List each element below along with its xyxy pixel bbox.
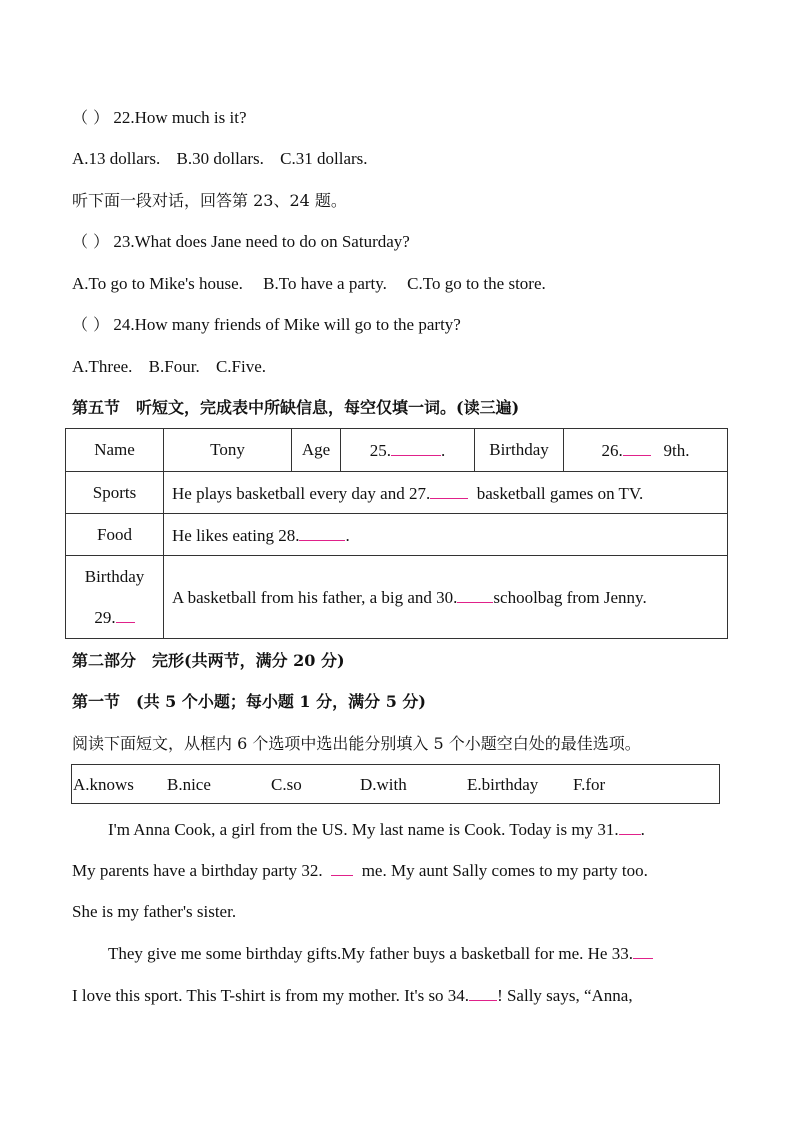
question-24: [72, 314, 461, 336]
question-text: 24.How many friends of Mike will go to the party?: [113, 315, 461, 334]
age-label: Age: [292, 429, 341, 472]
answer-paren: （ ）: [72, 315, 110, 334]
table-row: [66, 556, 728, 639]
option-c: C.To go to the store.: [407, 274, 546, 293]
table-row: [66, 429, 728, 472]
answer-paren: （ ）: [72, 232, 110, 251]
option-b: B.nice: [167, 775, 211, 794]
option-f: F.for: [573, 775, 606, 794]
question-text: 23.What does Jane need to do on Saturday?: [113, 232, 410, 251]
option-a: A.To go to Mike's house.: [72, 274, 243, 293]
passage-line: I'm Anna Cook, a girl from the US. My last name is Cook. Today is my 31. .: [108, 820, 645, 839]
sports-value: He plays basketball every day and 27. basketball games on TV.: [164, 472, 728, 514]
question-22: [72, 107, 247, 129]
question-23: [72, 231, 410, 253]
blank-30: [457, 586, 493, 603]
option-b: B.30 dollars.: [176, 149, 264, 168]
birthday-label: Birthday: [475, 429, 564, 472]
option-a: A.knows: [73, 775, 134, 794]
option-c: C.31 dollars.: [280, 149, 368, 168]
answer-paren: （ ）: [72, 108, 110, 127]
gift-label: Birthday 29.: [66, 556, 164, 639]
option-e: E.birthday: [467, 775, 539, 794]
part-2-instruction: 阅读下面短文，从框内 6 个选项中选出能分别填入 5 个小题空白处的最佳选项。: [72, 734, 641, 753]
gift-value: A basketball from his father, a big and 30. schoolbag from Jenny.: [164, 556, 728, 639]
option-a: A.Three.: [72, 357, 133, 376]
passage-line: My parents have a birthday party 32. me. My aunt Sally comes to my party too.: [72, 861, 648, 880]
option-c: C.so: [271, 775, 302, 794]
name-value: Tony: [164, 429, 292, 472]
blank-31: [619, 818, 641, 835]
option-d: D.with: [360, 775, 407, 794]
info-table: [65, 428, 728, 639]
table-row: [66, 514, 728, 556]
blank-34: [469, 984, 497, 1001]
question-24-options: [72, 356, 266, 378]
option-b: B.Four.: [148, 357, 200, 376]
food-value: He likes eating 28. .: [164, 514, 728, 556]
options-box: [71, 764, 720, 804]
section-5-title: 第五节 听短文，完成表中所缺信息，每空仅填一词。(读三遍): [72, 398, 520, 417]
sports-label: Sports: [66, 472, 164, 514]
age-value: 25. .: [341, 429, 475, 472]
instruction-23-24: 听下面一段对话，回答第 23、24 题。: [72, 191, 347, 210]
food-label: Food: [66, 514, 164, 556]
option-b: B.To have a party.: [263, 274, 387, 293]
option-c: C.Five.: [215, 357, 267, 376]
question-23-options: [72, 273, 546, 295]
passage-line: They give me some birthday gifts.My father buys a basketball for me. He 33.: [72, 942, 724, 965]
question-text: 22.How much is it?: [113, 108, 247, 127]
question-22-options: [72, 148, 368, 170]
blank-32: [331, 859, 353, 876]
part-2-title: 第二部分 完形(共两节，满分 20 分): [72, 651, 345, 670]
blank-27: [430, 482, 468, 499]
passage-line: She is my father's sister.: [72, 902, 237, 921]
blank-33: [633, 942, 653, 959]
part-2-section-1-title: 第一节 (共 5 个小题；每小题 1 分，满分 5 分): [72, 692, 426, 711]
blank-28: [299, 524, 345, 541]
blank-25: [391, 439, 441, 456]
passage-line: I love this sport. This T-shirt is from my mother. It's so 34. ! Sally says, “Anna,: [72, 986, 633, 1005]
table-row: [66, 472, 728, 514]
blank-29: [116, 606, 135, 623]
blank-26: [623, 439, 651, 456]
name-label: Name: [66, 429, 164, 472]
option-a: A.13 dollars.: [72, 149, 161, 168]
birthday-value: 26. 9th.: [564, 429, 728, 472]
